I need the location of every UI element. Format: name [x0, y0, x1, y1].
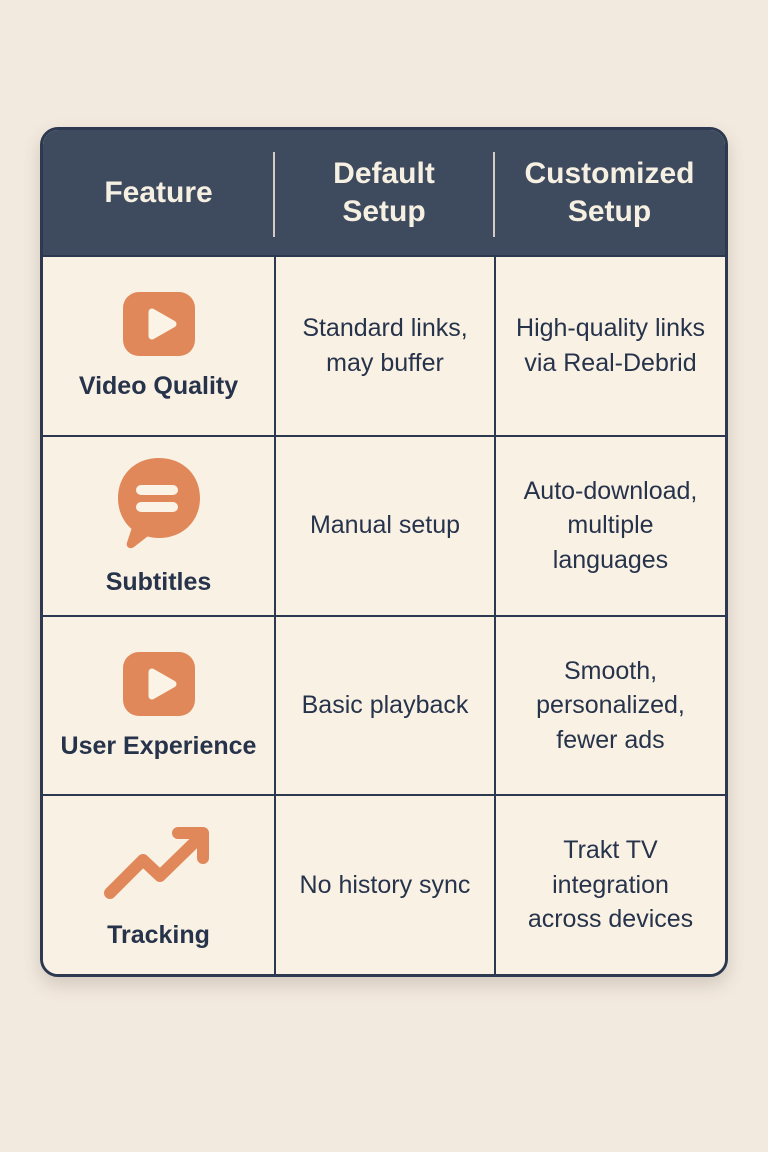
default-setup-value: Standard links, may buffer — [302, 314, 468, 377]
play-icon — [121, 290, 197, 358]
default-setup-value: Basic playback — [301, 691, 469, 720]
table-row-3-feature-cell — [43, 615, 274, 795]
header-cell-customized-setup — [494, 130, 725, 255]
header-cell-default-setup — [274, 130, 494, 255]
feature-label: User Experience — [60, 731, 257, 760]
table-row-3-default-cell — [274, 615, 494, 795]
table-row-4-feature-cell — [43, 794, 274, 974]
play-icon — [121, 650, 197, 718]
customized-setup-value: High-quality links via Real-Debrid — [516, 314, 705, 377]
table-row-1-customized-cell — [494, 255, 725, 435]
table-row-3-customized-cell — [494, 615, 725, 795]
default-setup-value: Manual setup — [309, 511, 461, 540]
default-setup-value: No history sync — [299, 870, 471, 899]
customized-setup-value: Auto-download, multiple languages — [523, 476, 698, 574]
comparison-table — [40, 127, 728, 977]
table-row-2-default-cell — [274, 435, 494, 615]
header-label-customized-setup: Customized Setup — [524, 157, 695, 228]
header-label-feature: Feature — [104, 175, 213, 209]
speech-bubble-icon — [112, 454, 206, 554]
table-row-1-default-cell — [274, 255, 494, 435]
feature-label: Subtitles — [105, 568, 212, 597]
trending-up-icon — [100, 821, 218, 907]
customized-setup-value: Trakt TV integration across devices — [527, 836, 694, 934]
feature-label: Tracking — [107, 920, 210, 949]
table-row-1-feature-cell — [43, 255, 274, 435]
header-label-default-setup: Default Setup — [333, 157, 435, 228]
feature-label: Video Quality — [78, 372, 239, 401]
table-row-2-customized-cell — [494, 435, 725, 615]
table-row-4-customized-cell — [494, 794, 725, 974]
customized-setup-value: Smooth, personalized, fewer ads — [536, 656, 685, 754]
table-row-2-feature-cell — [43, 435, 274, 615]
header-cell-feature — [43, 130, 274, 255]
table-row-4-default-cell — [274, 794, 494, 974]
